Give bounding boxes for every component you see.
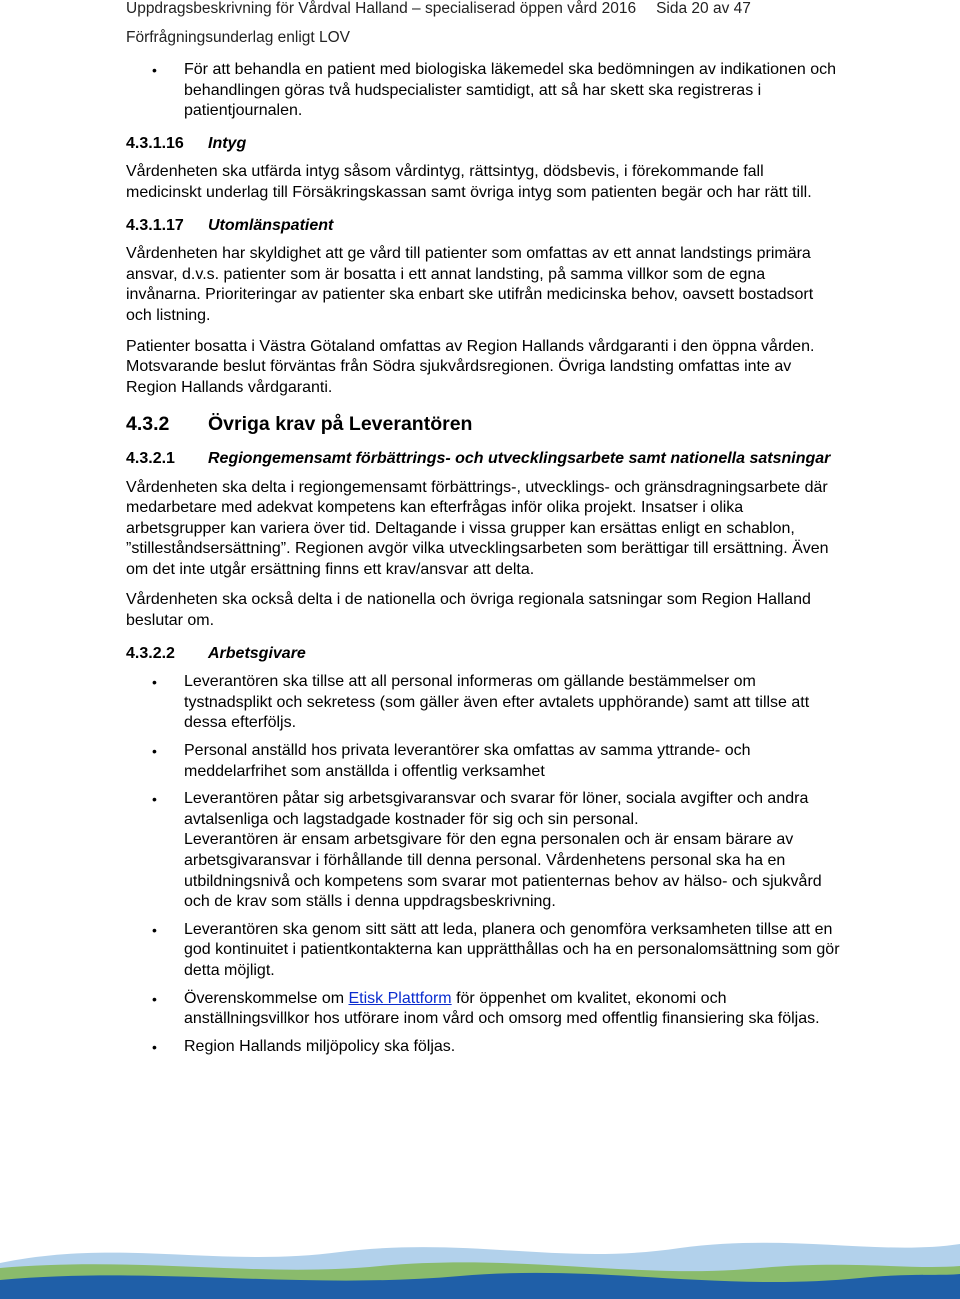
- section-title: Övriga krav på Leverantören: [208, 413, 473, 436]
- list-item: • För att behandla en patient med biologiska läkemedel ska bedömningen av indikationen och behandlingen göras två hudspecialister samtidigt, att så har skett ska registreras i patientjournalen.: [126, 60, 842, 122]
- section-number: 4.3.2: [126, 413, 170, 436]
- list-item-text: för öppenhet om kvalitet, ekonomi och anställningsvillkor hos utförare inom vård och omsorg med offentlig finansiering ska följas.: [184, 989, 820, 1028]
- section-number: 4.3.2.2: [126, 644, 175, 662]
- paragraph: Vårdenheten ska också delta i de nationella och övriga regionala satsningar som Region Halland beslutar om.: [126, 591, 811, 630]
- section-heading-4-3-1-16: [126, 134, 842, 155]
- section-heading-4-3-1-17: [126, 216, 842, 237]
- section-number: 4.3.2.1: [126, 449, 175, 467]
- paragraph: Patienter bosatta i Västra Götaland omfattas av Region Hallands vårdgaranti i den öppna vården. Motsvarande beslut förväntas från Södra sjukvårdsregionen. Övriga landsting omfattas inte av Region Hallands vårdgaranti.: [126, 337, 815, 396]
- section-title: Utomlänspatient: [208, 216, 334, 234]
- document-body: [126, 60, 842, 1064]
- header-title-line: [126, 0, 751, 18]
- list-item: [126, 789, 842, 913]
- list-item: • Leverantören ska genom sitt sätt att leda, planera och genomföra verksamheten tillse att en god kontinuitet i patientkontakterna kan upprätthållas och ha en personalomsättning som gör detta möjligt.: [126, 920, 842, 982]
- list-item-text: Leverantören påtar sig arbetsgivaransvar och svarar för löner, sociala avgifter och andra avtalsenliga och lagstadgade kostnader för sig och sin personal.: [184, 790, 809, 828]
- paragraph: Vårdenheten ska utfärda intyg såsom vårdintyg, rättsintyg, dödsbevis, i förekommande fall medicinskt underlag till Försäkringskassan samt övriga intyg som patienten begär och har rätt till.: [126, 163, 812, 201]
- paragraph: Vårdenheten ska delta i regiongemensamt förbättrings-, utvecklings- och gränsdragningsarbete där medarbetare med adekvat kompetens kan efterfrågas inför olika projekt. Insatser i olika arbetsgrupper kan variera över tid. Deltagande i vissa grupper kan ersättas enligt en schablon, ”stilleståndsersättning”. Regionen avgör vilka utvecklingsarbeten som berättigar till ersättning. Även om det inte utgår ersättning finns ett krav/ansvar att delta.: [126, 478, 829, 578]
- section-title: Regiongemensamt förbättrings- och utvecklingsarbete samt nationella satsningar: [208, 449, 831, 467]
- intro-list: [126, 60, 842, 122]
- section-title: Intyg: [208, 134, 247, 152]
- section-number: 4.3.1.16: [126, 134, 184, 152]
- etisk-plattform-link[interactable]: Etisk Plattform: [348, 989, 452, 1007]
- list-item-text: Leverantören är ensam arbetsgivare för den egna personalen och är ensam bärare av arbetsgivaransvar i förhållande till denna personal. Vårdenhetens personal ska ha en utbildningsnivå och kompetens som svarar mot patienternas behov av hälso- och sjukvård och de krav som ställs i denna uppdragsbeskrivning.: [184, 831, 822, 911]
- section-heading-4-3-2-2: [126, 644, 842, 665]
- page-number: Sida 20 av 47: [656, 0, 751, 17]
- footer-wave-decoration: [0, 1208, 960, 1299]
- section-number: 4.3.1.17: [126, 216, 184, 234]
- paragraph: Vårdenheten har skyldighet att ge vård till patienter som omfattas av ett annat landstings primära ansvar, d.v.s. patienter som är bosatta i ett annat landsting, på samma villkor som de egna invånarna. Prioriteringar av patienter ska enbart ske utifrån medicinska behov, oavsett bostadsort och listning.: [126, 245, 814, 324]
- list-item: • Region Hallands miljöpolicy ska följas.: [126, 1037, 842, 1058]
- list-item: • Personal anställd hos privata leverantörer ska omfattas av samma yttrande- och meddelarfrihet som anställda i offentlig verksamhet: [126, 741, 842, 782]
- employer-requirements-list: [126, 672, 842, 1057]
- header-title: Uppdragsbeskrivning för Vårdval Halland – specialiserad öppen vård 2016: [126, 0, 637, 17]
- section-title: Arbetsgivare: [208, 644, 306, 662]
- section-heading-4-3-2-1: [126, 449, 842, 470]
- header-subtitle: Förfrågningsunderlag enligt LOV: [126, 29, 351, 46]
- section-heading-4-3-2: [126, 414, 842, 435]
- list-item: • Leverantören ska tillse att all personal informeras om gällande bestämmelser om tystnadsplikt och sekretess (som gäller även efter avtalets upphörande) samt att tillse att dessa efterföljs.: [126, 672, 842, 734]
- list-item: [126, 989, 842, 1030]
- list-item-text: Överenskommelse om: [184, 989, 349, 1007]
